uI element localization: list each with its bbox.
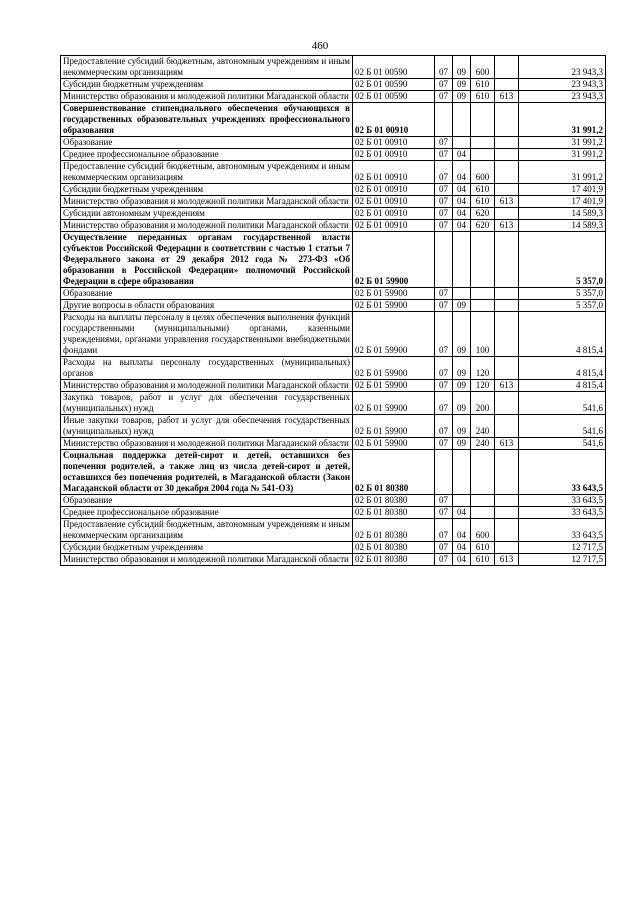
section-cell: 07 bbox=[435, 56, 453, 79]
table-row bbox=[61, 415, 606, 438]
subsection-cell: 09 bbox=[453, 79, 471, 91]
expense-type-cell: 610 bbox=[471, 554, 495, 566]
section-cell: 07 bbox=[435, 79, 453, 91]
item-name-cell: Субсидии бюджетным учреждениям bbox=[61, 79, 353, 91]
expense-type-cell bbox=[471, 300, 495, 312]
subsection-cell: 04 bbox=[453, 184, 471, 196]
item-name-cell: Образование bbox=[61, 288, 353, 300]
administrator-cell bbox=[495, 288, 519, 300]
item-name-cell: Субсидии бюджетным учреждениям bbox=[61, 542, 353, 554]
administrator-cell: 613 bbox=[495, 91, 519, 103]
amount-cell: 17 401,9 bbox=[519, 184, 606, 196]
target-code-cell: 02 Б 01 80380 bbox=[353, 519, 435, 542]
table-row bbox=[61, 495, 606, 507]
table-row bbox=[61, 519, 606, 542]
item-name-cell: Совершенствование стипендиального обеспечения обучающихся в государственных образовательных учреждениях профессионального образования bbox=[61, 103, 353, 137]
expense-type-cell: 620 bbox=[471, 220, 495, 232]
target-code-cell: 02 Б 01 59900 bbox=[353, 300, 435, 312]
section-cell: 07 bbox=[435, 161, 453, 184]
administrator-cell bbox=[495, 79, 519, 91]
target-code-cell: 02 Б 01 00590 bbox=[353, 91, 435, 103]
target-code-cell: 02 Б 01 80380 bbox=[353, 495, 435, 507]
subsection-cell: 04 bbox=[453, 208, 471, 220]
table-row bbox=[61, 232, 606, 288]
amount-cell: 4 815,4 bbox=[519, 357, 606, 380]
table-row bbox=[61, 542, 606, 554]
amount-cell: 33 643,5 bbox=[519, 495, 606, 507]
administrator-cell: 613 bbox=[495, 220, 519, 232]
item-name-cell: Образование bbox=[61, 137, 353, 149]
amount-cell: 33 643,5 bbox=[519, 519, 606, 542]
amount-cell: 17 401,9 bbox=[519, 196, 606, 208]
target-code-cell: 02 Б 01 00590 bbox=[353, 56, 435, 79]
subsection-cell bbox=[453, 103, 471, 137]
target-code-cell: 02 Б 01 00910 bbox=[353, 161, 435, 184]
item-name-cell: Осуществление переданных органам государственной власти субъектов Российской Федерации в соответствии с частью 1 статьи 7 Федерального закона от 29 декабря 2012 года № 273-ФЗ «Об образовании в Российской Федерации» полномочий Российской Федерации в сфере образования bbox=[61, 232, 353, 288]
amount-cell: 31 991,2 bbox=[519, 103, 606, 137]
page-number: 460 bbox=[311, 40, 329, 52]
subsection-cell: 09 bbox=[453, 56, 471, 79]
subsection-cell: 04 bbox=[453, 220, 471, 232]
administrator-cell bbox=[495, 495, 519, 507]
amount-cell: 5 357,0 bbox=[519, 300, 606, 312]
target-code-cell: 02 Б 01 80380 bbox=[353, 450, 435, 495]
subsection-cell: 09 bbox=[453, 392, 471, 415]
subsection-cell: 09 bbox=[453, 415, 471, 438]
target-code-cell: 02 Б 01 59900 bbox=[353, 415, 435, 438]
section-cell: 07 bbox=[435, 288, 453, 300]
expense-type-cell: 620 bbox=[471, 208, 495, 220]
target-code-cell: 02 Б 01 59900 bbox=[353, 312, 435, 357]
subsection-cell: 04 bbox=[453, 554, 471, 566]
table-row bbox=[61, 137, 606, 149]
administrator-cell: 613 bbox=[495, 380, 519, 392]
item-name-cell: Предоставление субсидий бюджетным, автономным учреждениям и иным некоммерческим организациям bbox=[61, 519, 353, 542]
administrator-cell bbox=[495, 507, 519, 519]
amount-cell: 4 815,4 bbox=[519, 380, 606, 392]
table-row bbox=[61, 554, 606, 566]
item-name-cell: Министерство образования и молодежной политики Магаданской области bbox=[61, 220, 353, 232]
budget-table bbox=[60, 55, 606, 566]
section-cell: 07 bbox=[435, 507, 453, 519]
amount-cell: 23 943,3 bbox=[519, 79, 606, 91]
administrator-cell bbox=[495, 392, 519, 415]
target-code-cell: 02 Б 01 00910 bbox=[353, 137, 435, 149]
amount-cell: 541,6 bbox=[519, 438, 606, 450]
expense-type-cell bbox=[471, 103, 495, 137]
table-row bbox=[61, 79, 606, 91]
administrator-cell bbox=[495, 184, 519, 196]
expense-type-cell bbox=[471, 137, 495, 149]
table-row bbox=[61, 91, 606, 103]
expense-type-cell: 610 bbox=[471, 542, 495, 554]
subsection-cell: 04 bbox=[453, 161, 471, 184]
section-cell: 07 bbox=[435, 208, 453, 220]
item-name-cell: Субсидии автономным учреждениям bbox=[61, 208, 353, 220]
target-code-cell: 02 Б 01 00910 bbox=[353, 196, 435, 208]
administrator-cell bbox=[495, 103, 519, 137]
section-cell: 07 bbox=[435, 415, 453, 438]
section-cell: 07 bbox=[435, 184, 453, 196]
amount-cell: 541,6 bbox=[519, 392, 606, 415]
table-row bbox=[61, 300, 606, 312]
section-cell: 07 bbox=[435, 91, 453, 103]
section-cell bbox=[435, 232, 453, 288]
expense-type-cell: 600 bbox=[471, 519, 495, 542]
subsection-cell: 04 bbox=[453, 519, 471, 542]
target-code-cell: 02 Б 01 00910 bbox=[353, 208, 435, 220]
administrator-cell bbox=[495, 519, 519, 542]
item-name-cell: Социальная поддержка детей-сирот и детей, оставшихся без попечения родителей, а также лиц из числа детей-сирот и детей, оставшихся без попечения родителей, в Магаданской области (Закон Магаданской области от 30 декабря 2004 года № 541-ОЗ) bbox=[61, 450, 353, 495]
expense-type-cell bbox=[471, 232, 495, 288]
section-cell: 07 bbox=[435, 554, 453, 566]
subsection-cell bbox=[453, 232, 471, 288]
subsection-cell: 04 bbox=[453, 149, 471, 161]
target-code-cell: 02 Б 01 59900 bbox=[353, 438, 435, 450]
subsection-cell: 09 bbox=[453, 438, 471, 450]
amount-cell: 4 815,4 bbox=[519, 312, 606, 357]
table-row bbox=[61, 208, 606, 220]
item-name-cell: Министерство образования и молодежной политики Магаданской области bbox=[61, 554, 353, 566]
administrator-cell: 613 bbox=[495, 554, 519, 566]
table-row bbox=[61, 450, 606, 495]
amount-cell: 5 357,0 bbox=[519, 232, 606, 288]
expense-type-cell: 600 bbox=[471, 56, 495, 79]
item-name-cell: Образование bbox=[61, 495, 353, 507]
table-row bbox=[61, 380, 606, 392]
section-cell: 07 bbox=[435, 380, 453, 392]
target-code-cell: 02 Б 01 59900 bbox=[353, 380, 435, 392]
amount-cell: 31 991,2 bbox=[519, 137, 606, 149]
expense-type-cell bbox=[471, 288, 495, 300]
item-name-cell: Министерство образования и молодежной политики Магаданской области bbox=[61, 380, 353, 392]
target-code-cell: 02 Б 01 80380 bbox=[353, 507, 435, 519]
subsection-cell bbox=[453, 137, 471, 149]
table-row bbox=[61, 357, 606, 380]
section-cell: 07 bbox=[435, 220, 453, 232]
target-code-cell: 02 Б 01 59900 bbox=[353, 392, 435, 415]
amount-cell: 23 943,3 bbox=[519, 91, 606, 103]
section-cell: 07 bbox=[435, 495, 453, 507]
amount-cell: 12 717,5 bbox=[519, 542, 606, 554]
subsection-cell: 04 bbox=[453, 507, 471, 519]
table-row bbox=[61, 312, 606, 357]
expense-type-cell: 200 bbox=[471, 392, 495, 415]
subsection-cell: 09 bbox=[453, 91, 471, 103]
subsection-cell: 09 bbox=[453, 312, 471, 357]
amount-cell: 12 717,5 bbox=[519, 554, 606, 566]
section-cell: 07 bbox=[435, 519, 453, 542]
expense-type-cell: 240 bbox=[471, 415, 495, 438]
item-name-cell: Министерство образования и молодежной политики Магаданской области bbox=[61, 196, 353, 208]
item-name-cell: Среднее профессиональное образование bbox=[61, 149, 353, 161]
expense-type-cell bbox=[471, 149, 495, 161]
table-row bbox=[61, 288, 606, 300]
target-code-cell: 02 Б 01 59900 bbox=[353, 232, 435, 288]
amount-cell: 33 643,5 bbox=[519, 507, 606, 519]
table-row bbox=[61, 438, 606, 450]
item-name-cell: Иные закупки товаров, работ и услуг для обеспечения государственных (муниципальных) нужд bbox=[61, 415, 353, 438]
amount-cell: 31 991,2 bbox=[519, 161, 606, 184]
subsection-cell: 09 bbox=[453, 357, 471, 380]
target-code-cell: 02 Б 01 80380 bbox=[353, 542, 435, 554]
section-cell: 07 bbox=[435, 312, 453, 357]
target-code-cell: 02 Б 01 59900 bbox=[353, 357, 435, 380]
table-row bbox=[61, 149, 606, 161]
table-row bbox=[61, 103, 606, 137]
table-body bbox=[61, 56, 606, 566]
expense-type-cell bbox=[471, 450, 495, 495]
administrator-cell bbox=[495, 450, 519, 495]
item-name-cell: Министерство образования и молодежной политики Магаданской области bbox=[61, 91, 353, 103]
administrator-cell: 613 bbox=[495, 196, 519, 208]
section-cell: 07 bbox=[435, 196, 453, 208]
section-cell: 07 bbox=[435, 137, 453, 149]
table-row bbox=[61, 161, 606, 184]
subsection-cell bbox=[453, 450, 471, 495]
table-row bbox=[61, 392, 606, 415]
administrator-cell bbox=[495, 56, 519, 79]
section-cell: 07 bbox=[435, 357, 453, 380]
administrator-cell: 613 bbox=[495, 438, 519, 450]
administrator-cell bbox=[495, 300, 519, 312]
expense-type-cell: 120 bbox=[471, 357, 495, 380]
administrator-cell bbox=[495, 208, 519, 220]
amount-cell: 5 357,0 bbox=[519, 288, 606, 300]
subsection-cell: 04 bbox=[453, 196, 471, 208]
section-cell: 07 bbox=[435, 542, 453, 554]
amount-cell: 31 991,2 bbox=[519, 149, 606, 161]
subsection-cell: 09 bbox=[453, 380, 471, 392]
administrator-cell bbox=[495, 542, 519, 554]
administrator-cell bbox=[495, 415, 519, 438]
table-row bbox=[61, 196, 606, 208]
item-name-cell: Закупка товаров, работ и услуг для обеспечения государственных (муниципальных) нужд bbox=[61, 392, 353, 415]
expense-type-cell: 610 bbox=[471, 184, 495, 196]
section-cell: 07 bbox=[435, 300, 453, 312]
expense-type-cell: 600 bbox=[471, 161, 495, 184]
table-row bbox=[61, 56, 606, 79]
item-name-cell: Расходы на выплаты персоналу государственных (муниципальных) органов bbox=[61, 357, 353, 380]
subsection-cell bbox=[453, 288, 471, 300]
administrator-cell bbox=[495, 161, 519, 184]
target-code-cell: 02 Б 01 00910 bbox=[353, 149, 435, 161]
table-row bbox=[61, 507, 606, 519]
target-code-cell: 02 Б 01 00910 bbox=[353, 184, 435, 196]
item-name-cell: Предоставление субсидий бюджетным, автономным учреждениям и иным некоммерческим организациям bbox=[61, 161, 353, 184]
target-code-cell: 02 Б 01 59900 bbox=[353, 288, 435, 300]
item-name-cell: Расходы на выплаты персоналу в целях обеспечения выполнения функций государственными (муниципальными) органами, казенными учреждениями, органами управления государственными внебюджетными фондами bbox=[61, 312, 353, 357]
expense-type-cell: 610 bbox=[471, 91, 495, 103]
administrator-cell bbox=[495, 312, 519, 357]
item-name-cell: Субсидии бюджетным учреждениям bbox=[61, 184, 353, 196]
amount-cell: 541,6 bbox=[519, 415, 606, 438]
section-cell: 07 bbox=[435, 438, 453, 450]
item-name-cell: Предоставление субсидий бюджетным, автономным учреждениям и иным некоммерческим организациям bbox=[61, 56, 353, 79]
section-cell bbox=[435, 103, 453, 137]
target-code-cell: 02 Б 01 00590 bbox=[353, 79, 435, 91]
target-code-cell: 02 Б 01 80380 bbox=[353, 554, 435, 566]
administrator-cell bbox=[495, 149, 519, 161]
amount-cell: 14 589,3 bbox=[519, 220, 606, 232]
amount-cell: 14 589,3 bbox=[519, 208, 606, 220]
item-name-cell: Министерство образования и молодежной политики Магаданской области bbox=[61, 438, 353, 450]
item-name-cell: Среднее профессиональное образование bbox=[61, 507, 353, 519]
expense-type-cell: 610 bbox=[471, 79, 495, 91]
table-row bbox=[61, 220, 606, 232]
administrator-cell bbox=[495, 232, 519, 288]
section-cell: 07 bbox=[435, 392, 453, 415]
expense-type-cell bbox=[471, 507, 495, 519]
table-row bbox=[61, 184, 606, 196]
administrator-cell bbox=[495, 357, 519, 380]
expense-type-cell: 120 bbox=[471, 380, 495, 392]
subsection-cell: 09 bbox=[453, 300, 471, 312]
target-code-cell: 02 Б 01 00910 bbox=[353, 103, 435, 137]
expense-type-cell bbox=[471, 495, 495, 507]
subsection-cell bbox=[453, 495, 471, 507]
amount-cell: 33 643,5 bbox=[519, 450, 606, 495]
administrator-cell bbox=[495, 137, 519, 149]
section-cell: 07 bbox=[435, 149, 453, 161]
expense-type-cell: 610 bbox=[471, 196, 495, 208]
item-name-cell: Другие вопросы в области образования bbox=[61, 300, 353, 312]
subsection-cell: 04 bbox=[453, 542, 471, 554]
expense-type-cell: 100 bbox=[471, 312, 495, 357]
amount-cell: 23 943,3 bbox=[519, 56, 606, 79]
section-cell bbox=[435, 450, 453, 495]
target-code-cell: 02 Б 01 00910 bbox=[353, 220, 435, 232]
expense-type-cell: 240 bbox=[471, 438, 495, 450]
